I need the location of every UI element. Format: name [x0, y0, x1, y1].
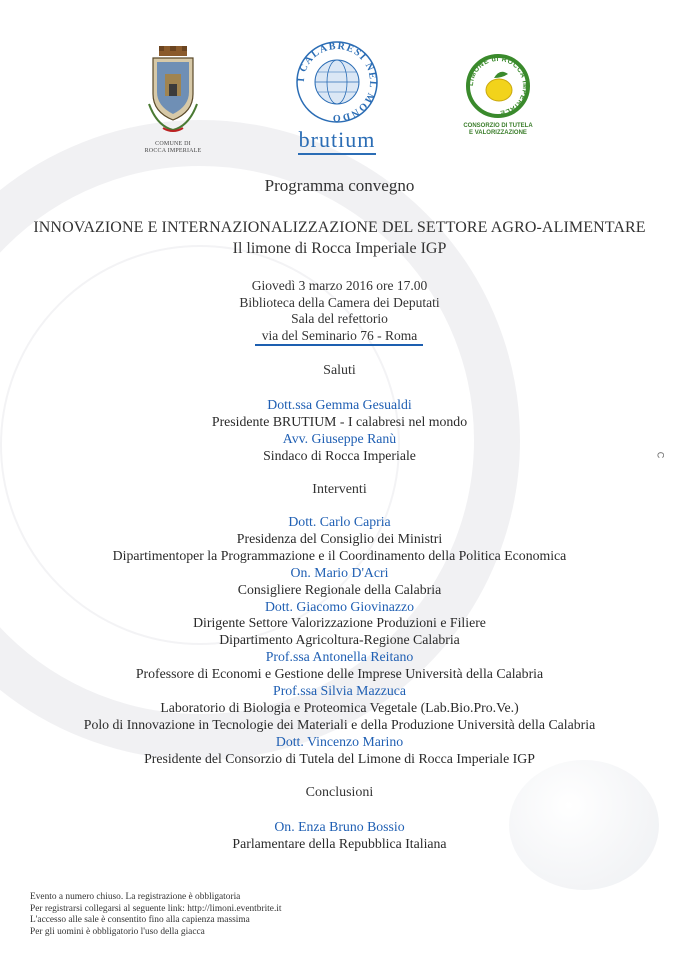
- speaker-name: Dott.ssa Gemma Gesualdi: [267, 397, 412, 412]
- speaker-name: Dott. Vincenzo Marino: [275, 733, 404, 749]
- event-venue: Biblioteca della Camera dei Deputati: [239, 294, 440, 310]
- consorzio-ring-text: LIMONE di ROCCA IMPERIALE: [467, 55, 529, 117]
- logo-bar: [0, 40, 679, 160]
- brutium-underline: [298, 153, 376, 155]
- lemon-icon: [466, 54, 530, 118]
- speaker-name: Dott. Carlo Capria: [288, 514, 391, 529]
- footer-line: Evento a numero chiuso. La registrazione è obbligatoria: [30, 892, 241, 902]
- consorzio-caption-line-2: E VALORIZZAZIONE: [469, 130, 527, 136]
- speaker-name: Avv. Giuseppe Ranù: [282, 430, 397, 446]
- coat-of-arms-icon: [143, 44, 203, 136]
- speaker-name: Dott. Giacomo Giovinazzo: [264, 598, 415, 614]
- consorzio-caption-line-1: CONSORZIO DI TUTELA: [463, 123, 533, 129]
- speaker-name: Prof.ssa Antonella Reitano: [265, 649, 414, 665]
- speaker-role: Laboratorio di Biologia e Proteomica Vegetale (Lab.Bio.Pro.Ve.): [160, 699, 519, 715]
- event-date: Giovedì 3 marzo 2016 ore 17.00: [251, 278, 428, 293]
- speaker-name: On. Mario D'Acri: [290, 564, 389, 580]
- saluti-list: [0, 397, 679, 465]
- speaker-role: Consigliere Regionale della Calabria: [237, 581, 442, 597]
- speaker-name: Prof.ssa Silvia Mazzuca: [273, 683, 406, 699]
- footer-line: Per registrarsi collegarsi al seguente link: http://limoni.eventbrite.it: [30, 903, 282, 914]
- footer-line: L'accesso alle sale è consentito fino alla capienza massima: [30, 915, 250, 925]
- divider: [255, 344, 423, 346]
- brutium-logo: [292, 40, 382, 155]
- footer-notes: [30, 892, 282, 938]
- conclusioni-list: [0, 819, 679, 853]
- speaker-role: Professore di Economi e Gestione delle Imprese Università della Calabria: [135, 666, 544, 682]
- comune-caption-line-1: COMUNE DI: [155, 141, 191, 147]
- interventi-heading: Interventi: [312, 482, 367, 497]
- event-room: Sala del refettorio: [291, 311, 388, 326]
- event-info: [0, 278, 679, 344]
- speaker-role: Parlamentare della Repubblica Italiana: [232, 835, 447, 851]
- comune-rocca-imperiale-logo: [137, 44, 209, 155]
- conclusioni-heading: Conclusioni: [305, 785, 374, 800]
- speaker-role: Dipartimento Agricoltura-Regione Calabria: [219, 632, 460, 648]
- saluti-heading: Saluti: [323, 363, 356, 378]
- event-address: via del Seminario 76 - Roma: [261, 327, 418, 343]
- speaker-role: Sindaco di Rocca Imperiale: [263, 447, 416, 463]
- brutium-wordmark: brutium: [298, 127, 376, 152]
- speaker-role: Dirigente Settore Valorizzazione Produzioni e Filiere: [193, 615, 486, 631]
- speaker-role: Dipartimentoper la Programmazione e il Coordinamento della Politica Economica: [112, 547, 567, 563]
- speaker-role: Presidente BRUTIUM - I calabresi nel mondo: [211, 413, 468, 429]
- conference-title: INNOVAZIONE E INTERNAZIONALIZZAZIONE DEL SETTORE AGRO-ALIMENTARE: [33, 219, 646, 236]
- speaker-role: Polo di Innovazione in Tecnologie dei Materiali e della Produzione Università della Calabria: [83, 716, 596, 732]
- speaker-role: Presidenza del Consiglio dei Ministri: [236, 530, 443, 546]
- footer-line: Per gli uomini è obbligatorio l'uso della giacca: [30, 926, 205, 937]
- programma-heading: Programma convegno: [264, 176, 415, 195]
- consorzio-limone-logo: [458, 54, 538, 137]
- conference-subtitle: Il limone di Rocca Imperiale IGP: [232, 240, 447, 257]
- speaker-role: Presidente del Consorzio di Tutela del Limone di Rocca Imperiale IGP: [144, 750, 535, 766]
- interventi-list: [0, 514, 679, 768]
- side-mark: C: [655, 451, 666, 459]
- speaker-name: On. Enza Bruno Bossio: [274, 819, 405, 834]
- brutium-ring-text: I CALABRESI NEL MONDO: [295, 40, 379, 124]
- comune-caption-line-2: ROCCA IMPERIALE: [144, 148, 202, 154]
- globe-icon: [295, 40, 379, 124]
